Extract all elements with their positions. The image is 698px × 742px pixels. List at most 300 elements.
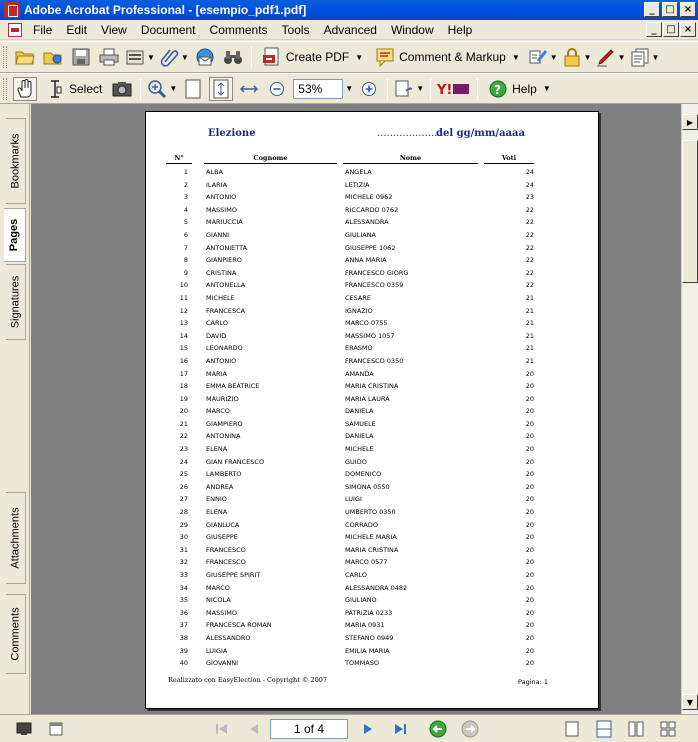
- row-cognome: GIANNI: [206, 230, 230, 239]
- toolbar-separator: [477, 78, 478, 100]
- single-page-icon: [565, 721, 579, 737]
- row-cognome: FRANCESCO: [206, 558, 246, 567]
- attach-dropdown[interactable]: [159, 45, 189, 69]
- row-voti: 22: [525, 256, 534, 265]
- row-cognome: CARLO: [206, 319, 229, 328]
- row-voti: 22: [525, 281, 534, 290]
- row-voti: 22: [525, 268, 534, 277]
- chevron-down-icon: ▼: [617, 52, 626, 62]
- previous-page-button[interactable]: [244, 719, 264, 739]
- table-row: [146, 632, 600, 645]
- row-voti: 22: [525, 243, 534, 252]
- menu-tools[interactable]: Tools: [281, 22, 310, 37]
- row-voti: 20: [525, 382, 534, 391]
- previous-view-button[interactable]: [428, 719, 448, 739]
- row-cognome: LUIGIA: [206, 646, 228, 655]
- tab-bookmarks-label: Bookmarks: [9, 133, 22, 189]
- row-number: 39: [179, 646, 188, 655]
- row-cognome: ANTONIO: [206, 193, 237, 202]
- forms-dropdown[interactable]: [528, 45, 558, 69]
- acrobat-app-icon: [4, 2, 20, 18]
- row-nome: FRANCESCO 0350: [345, 356, 404, 365]
- doc-minimize-button[interactable]: _: [646, 22, 662, 37]
- row-nome: ANGELA: [345, 168, 372, 176]
- row-cognome: FRANCESCA ROMAN: [206, 621, 272, 630]
- organizer-icon: [43, 47, 63, 67]
- menu-advanced[interactable]: Advanced: [323, 22, 377, 37]
- scrollbar-thumb[interactable]: [682, 140, 698, 283]
- row-number: 2: [183, 180, 188, 189]
- actual-size-button[interactable]: [181, 77, 205, 101]
- row-voti: 22: [525, 230, 534, 239]
- table-row: [146, 393, 600, 406]
- table-row: [146, 166, 600, 179]
- toolbar-separator: [251, 46, 252, 68]
- row-number: 9: [183, 268, 188, 277]
- row-nome: MARIA LAURA: [345, 394, 390, 403]
- fit-width-button[interactable]: [237, 77, 261, 101]
- chevron-down-icon: ▼: [511, 52, 520, 62]
- row-voti: 20: [525, 583, 534, 592]
- table-row: [146, 418, 600, 431]
- row-voti: 20: [525, 520, 534, 529]
- row-voti: 24: [525, 168, 534, 176]
- toggle-panel-button[interactable]: [14, 719, 34, 739]
- document-icon[interactable]: [8, 23, 22, 37]
- row-number: 33: [179, 571, 188, 579]
- fit-page-button[interactable]: [209, 77, 233, 101]
- row-voti: 20: [525, 457, 534, 466]
- table-row: [146, 305, 600, 318]
- window-title: Adobe Acrobat Professional - [esempio_pdf1.pdf]: [24, 3, 307, 17]
- row-nome: ANNA MARIA: [345, 256, 387, 265]
- lock-icon: [562, 47, 582, 67]
- split-view-button[interactable]: [46, 719, 66, 739]
- row-nome: ERASMO: [345, 344, 373, 353]
- pen-sign-icon: [596, 47, 616, 67]
- table-row: [146, 443, 600, 456]
- row-cognome: ANTONIO: [206, 356, 237, 365]
- continuous-facing-icon: [660, 721, 676, 737]
- text-cursor-icon: [45, 79, 65, 99]
- continuous-layout-button[interactable]: [594, 719, 614, 739]
- row-voti: 20: [525, 545, 534, 554]
- scroll-down-arrow-icon[interactable]: ▼: [682, 694, 698, 710]
- toolbar-grip[interactable]: [3, 78, 7, 100]
- row-nome: IGNAZIO: [345, 306, 373, 315]
- title-bar: [0, 0, 698, 20]
- previous-page-icon: [248, 722, 260, 736]
- last-page-button[interactable]: [390, 719, 410, 739]
- search-button[interactable]: [221, 45, 245, 69]
- minimize-button[interactable]: _: [644, 2, 660, 17]
- row-voti: 20: [525, 369, 534, 378]
- row-number: 10: [179, 281, 188, 290]
- table-row: [146, 619, 600, 632]
- table-row: [146, 380, 600, 393]
- pdf-page[interactable]: [145, 111, 599, 709]
- row-voti: 20: [525, 621, 534, 630]
- row-nome: GIULIANA: [345, 230, 377, 239]
- row-nome: RICCARDO 0762: [345, 205, 399, 214]
- table-row: [146, 468, 600, 481]
- select-tool-button[interactable]: [41, 77, 106, 101]
- row-number: 30: [179, 533, 188, 542]
- zoom-level-select[interactable]: [293, 77, 353, 101]
- row-nome: EMILIA MARIA: [345, 646, 390, 655]
- row-voti: 23: [525, 193, 534, 202]
- row-number: 37: [179, 621, 188, 630]
- table-row: [146, 330, 600, 343]
- comment-markup-label: Comment & Markup: [399, 50, 506, 64]
- save-icon: [71, 47, 91, 67]
- snapshot-tool-button[interactable]: [110, 77, 134, 101]
- row-cognome: GIAN FRANCESCO: [206, 457, 265, 466]
- col-header-number: N°: [166, 154, 192, 164]
- back-arrow-icon: [429, 720, 447, 738]
- row-cognome: ALBA: [206, 168, 223, 176]
- print-icon: [99, 47, 119, 67]
- row-cognome: GIAMPIERO: [206, 419, 243, 428]
- row-voti: 22: [525, 205, 534, 214]
- select-tool-label: Select: [69, 81, 103, 96]
- close-button[interactable]: ×: [680, 2, 696, 17]
- row-cognome: CRISTINA: [206, 268, 237, 277]
- table-row: [146, 582, 600, 595]
- row-number: 19: [179, 394, 188, 403]
- forms-icon: [528, 47, 548, 67]
- table-row: [146, 191, 600, 204]
- row-number: 35: [179, 596, 188, 605]
- row-number: 15: [179, 344, 188, 353]
- next-view-button[interactable]: [460, 719, 480, 739]
- hand-icon: [15, 79, 35, 99]
- row-nome: TOMMASO: [345, 659, 379, 668]
- help-label: Help: [512, 81, 537, 96]
- row-voti: 21: [525, 344, 534, 353]
- monitor-icon: [16, 722, 32, 736]
- pdf-date: del gg/mm/aaaa: [436, 128, 526, 139]
- row-number: 25: [179, 470, 188, 479]
- row-nome: MARCO 0577: [345, 558, 388, 567]
- toolbar-separator: [140, 78, 141, 100]
- chevron-down-icon: ▼: [651, 52, 660, 62]
- row-voti: 20: [525, 394, 534, 403]
- binoculars-icon: [223, 47, 243, 67]
- navigation-toolbar: [0, 73, 698, 104]
- row-cognome: ANTONINA: [206, 432, 241, 441]
- table-row: [146, 456, 600, 469]
- row-number: 31: [179, 545, 188, 554]
- row-number: 6: [183, 230, 188, 239]
- chevron-down-icon: ▼: [583, 52, 592, 62]
- row-nome: FRANCESCO 0359: [345, 281, 404, 290]
- tab-comments[interactable]: [6, 594, 26, 674]
- doc-close-button[interactable]: ×: [680, 22, 696, 37]
- row-cognome: FRANCESCA: [206, 306, 246, 315]
- tab-pages-label: Pages: [8, 218, 21, 252]
- page-up-arrow-icon[interactable]: ▶: [682, 114, 698, 130]
- tab-comments-label: Comments: [9, 607, 22, 661]
- status-bar: [0, 714, 698, 742]
- row-voti: 20: [525, 596, 534, 605]
- table-row: [146, 657, 600, 670]
- next-page-button[interactable]: [358, 719, 378, 739]
- row-nome: GUIDO: [345, 457, 367, 466]
- row-number: 38: [179, 633, 188, 642]
- row-number: 5: [183, 218, 188, 227]
- table-row: [146, 607, 600, 620]
- row-number: 18: [179, 382, 188, 391]
- row-nome: MARIA 0931: [345, 621, 385, 630]
- svg-text:?: ?: [494, 82, 502, 97]
- row-voti: 20: [525, 646, 534, 655]
- row-nome: MASSIMO 1057: [345, 331, 395, 340]
- row-voti: 21: [525, 331, 534, 340]
- row-number: 12: [179, 306, 188, 315]
- create-pdf-icon: [262, 47, 282, 67]
- documents-icon: [630, 47, 650, 67]
- row-number: 24: [179, 457, 188, 466]
- row-number: 20: [179, 407, 188, 416]
- row-nome: DOMENICO: [345, 470, 382, 479]
- row-nome: SAMUELE: [345, 419, 376, 428]
- row-voti: 20: [525, 432, 534, 441]
- zoom-in-icon: [359, 79, 379, 99]
- sign-dropdown[interactable]: [596, 45, 626, 69]
- folder-open-icon: [15, 47, 35, 67]
- chevron-down-icon: ▼: [542, 84, 551, 93]
- create-pdf-button[interactable]: [258, 45, 367, 69]
- single-page-layout-button[interactable]: [562, 719, 582, 739]
- file-toolbar: [0, 41, 698, 73]
- row-nome: ALESSANDRA 0482: [345, 583, 408, 592]
- next-page-icon: [362, 722, 374, 736]
- row-nome: LETIZIA: [345, 180, 370, 189]
- row-number: 34: [179, 583, 188, 592]
- row-number: 17: [179, 369, 188, 378]
- row-number: 1: [183, 168, 188, 176]
- row-number: 4: [183, 205, 188, 214]
- row-number: 7: [183, 243, 188, 252]
- row-number: 26: [179, 482, 188, 491]
- chevron-down-icon: ▼: [169, 84, 178, 93]
- row-nome: AMANDA: [345, 369, 374, 378]
- row-cognome: MICHELE: [206, 293, 235, 302]
- first-page-button[interactable]: [212, 719, 232, 739]
- row-number: 28: [179, 508, 188, 517]
- col-header-cognome: Cognome: [204, 154, 337, 164]
- table-row: [146, 254, 600, 267]
- table-row: [146, 544, 600, 557]
- window-icon: [49, 722, 63, 736]
- table-row: [146, 556, 600, 569]
- row-voti: 20: [525, 558, 534, 567]
- table-row: [146, 267, 600, 280]
- row-cognome: MARCO: [206, 407, 230, 416]
- organize-dropdown[interactable]: [125, 45, 155, 69]
- zoom-level-input[interactable]: 53%: [293, 79, 343, 99]
- row-voti: 20: [525, 659, 534, 668]
- pdf-page-number: Pagina: 1: [518, 678, 549, 686]
- rotate-view-dropdown[interactable]: [394, 77, 424, 101]
- row-voti: 20: [525, 633, 534, 642]
- table-row: [146, 204, 600, 217]
- facing-layout-button[interactable]: [626, 719, 646, 739]
- table-row: [146, 342, 600, 355]
- row-nome: LUIGI: [345, 495, 362, 504]
- chevron-down-icon: ▼: [416, 84, 425, 93]
- table-row: [146, 506, 600, 519]
- table-row: [146, 594, 600, 607]
- table-row: [146, 519, 600, 532]
- menu-window[interactable]: Window: [390, 22, 434, 37]
- table-row: [146, 430, 600, 443]
- row-voti: 20: [525, 495, 534, 504]
- maximize-button[interactable]: □: [662, 2, 678, 17]
- row-number: 16: [179, 356, 188, 365]
- pdf-title: Elezione: [208, 128, 256, 139]
- hand-tool-button[interactable]: [13, 77, 37, 101]
- table-row: [146, 317, 600, 330]
- tab-pages[interactable]: [4, 208, 26, 262]
- row-cognome: MASSIMO: [206, 205, 237, 214]
- table-row: [146, 292, 600, 305]
- tab-attachments[interactable]: [6, 492, 26, 584]
- menu-document[interactable]: Document: [140, 22, 196, 37]
- fit-width-icon: [239, 79, 259, 99]
- help-button[interactable]: [484, 77, 555, 101]
- document-pane[interactable]: [31, 104, 681, 714]
- zoom-out-button[interactable]: [265, 77, 289, 101]
- row-cognome: GIUSEPPE: [206, 533, 238, 542]
- row-voti: 22: [525, 218, 534, 227]
- row-voti: 21: [525, 319, 534, 328]
- row-number: 32: [179, 558, 188, 567]
- chevron-down-icon: ▼: [355, 52, 364, 62]
- fit-page-icon: [211, 79, 231, 99]
- navigation-panel-tabs: [0, 104, 30, 714]
- row-voti: 20: [525, 608, 534, 617]
- row-cognome: MAURIZIO: [206, 394, 239, 403]
- organize-icon: [125, 47, 145, 67]
- vertical-scrollbar[interactable]: [681, 104, 698, 714]
- print-button[interactable]: [97, 45, 121, 69]
- review-dropdown[interactable]: [630, 45, 660, 69]
- row-voti: 20: [525, 470, 534, 479]
- row-number: 22: [179, 432, 188, 441]
- table-row: [146, 368, 600, 381]
- row-cognome: FRANCESCO: [206, 545, 246, 554]
- row-cognome: ANTONIETTA: [206, 243, 248, 252]
- chevron-down-icon: ▼: [180, 52, 189, 62]
- row-voti: 20: [525, 482, 534, 491]
- menu-comments[interactable]: Comments: [209, 22, 268, 37]
- row-number: 8: [183, 256, 188, 265]
- row-voti: 20: [525, 571, 534, 579]
- row-cognome: MASSIMO: [206, 608, 237, 617]
- row-voti: 24: [525, 180, 534, 189]
- row-voti: 21: [525, 293, 534, 302]
- row-cognome: GIUSEPPE SPIRIT: [206, 571, 261, 579]
- tab-signatures[interactable]: [6, 264, 26, 340]
- row-nome: MICHELE: [345, 445, 374, 454]
- row-voti: 20: [525, 445, 534, 454]
- row-cognome: GIOVANNI: [206, 659, 239, 668]
- continuous-facing-layout-button[interactable]: [658, 719, 678, 739]
- zoom-out-icon: [267, 79, 287, 99]
- forward-arrow-icon: [461, 720, 479, 738]
- table-row: [146, 531, 600, 544]
- toolbar-grip[interactable]: [3, 46, 7, 68]
- comment-markup-button[interactable]: [371, 45, 524, 69]
- menu-file[interactable]: File: [33, 22, 53, 37]
- row-voti: 20: [525, 407, 534, 416]
- email-globe-icon: [195, 47, 215, 67]
- email-button[interactable]: [193, 45, 217, 69]
- save-button[interactable]: [69, 45, 93, 69]
- row-cognome: DAVID: [206, 331, 227, 340]
- help-icon: [488, 79, 508, 99]
- row-cognome: ILARIA: [206, 180, 228, 189]
- row-cognome: GIANPIERO: [206, 256, 242, 265]
- facing-pages-icon: [628, 721, 644, 737]
- yahoo-button[interactable]: [437, 77, 471, 101]
- menu-view[interactable]: View: [101, 22, 127, 37]
- create-pdf-label: Create PDF: [285, 50, 350, 64]
- chevron-down-icon: ▼: [549, 52, 558, 62]
- row-cognome: ELENA: [206, 508, 228, 517]
- row-number: 11: [179, 293, 188, 302]
- row-nome: CARLO: [345, 571, 368, 579]
- row-nome: CESARE: [345, 293, 371, 302]
- table-row: [146, 279, 600, 292]
- tab-attachments-label: Attachments: [9, 507, 22, 569]
- row-number: 27: [179, 495, 188, 504]
- row-cognome: ELENA: [206, 445, 228, 454]
- table-row: [146, 355, 600, 368]
- open-button[interactable]: [13, 45, 37, 69]
- row-cognome: EMMA BEATRICE: [206, 382, 260, 391]
- row-nome: MARIA CRISTINA: [345, 545, 399, 554]
- svg-text:Y!: Y!: [437, 82, 453, 96]
- zoom-in-button[interactable]: [357, 77, 381, 101]
- organizer-button[interactable]: [41, 45, 65, 69]
- tab-bookmarks[interactable]: [6, 118, 26, 204]
- row-number: 14: [179, 331, 188, 340]
- row-cognome: MARCO: [206, 583, 230, 592]
- last-page-icon: [393, 722, 407, 736]
- row-voti: 20: [525, 419, 534, 428]
- paperclip-icon: [159, 47, 179, 67]
- tab-signatures-label: Signatures: [9, 275, 22, 329]
- row-cognome: MARIUCCIA: [206, 218, 243, 227]
- row-voti: 20: [525, 533, 534, 542]
- row-nome: FRANCESCO GIORG: [345, 268, 409, 277]
- yahoo-logo-icon: [437, 79, 471, 99]
- doc-restore-button[interactable]: □: [663, 22, 679, 37]
- row-number: 3: [183, 193, 188, 202]
- row-cognome: ANTONELLA: [206, 281, 246, 290]
- secure-dropdown[interactable]: [562, 45, 592, 69]
- page-number-field[interactable]: 1 of 4: [270, 719, 348, 739]
- zoom-tool-dropdown[interactable]: [147, 77, 177, 101]
- col-header-nome: Nome: [343, 154, 478, 164]
- row-number: 13: [179, 319, 188, 328]
- menu-edit[interactable]: Edit: [66, 22, 88, 37]
- row-nome: PATRIZIA 0233: [345, 608, 393, 617]
- menu-help[interactable]: Help: [447, 22, 473, 37]
